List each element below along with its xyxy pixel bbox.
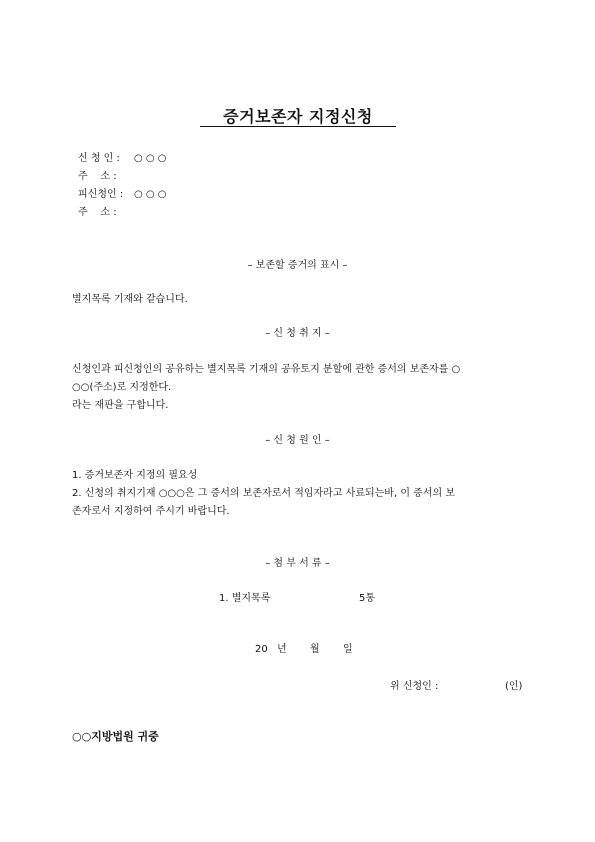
signer-label: 위 신청인 : bbox=[390, 681, 439, 692]
attachment-item-name: 1. 별지목록 bbox=[219, 593, 271, 604]
date-month-unit: 월 bbox=[310, 644, 320, 655]
applicant-label: 신 청 인 : bbox=[78, 153, 120, 164]
applicant-value: ○ ○ ○ bbox=[134, 153, 167, 164]
respondent-row bbox=[78, 185, 167, 199]
reason-heading: – 신 청 원 인 – bbox=[265, 435, 330, 446]
respondent-value: ○ ○ ○ bbox=[134, 189, 167, 200]
reason-item-2-line-2: 존자로서 지정하여 주시기 바랍니다. bbox=[72, 506, 230, 517]
respondent-label: 피신청인 : bbox=[78, 189, 124, 200]
document-title: 증거보존자 지정신청 bbox=[223, 107, 373, 126]
date-line bbox=[255, 640, 353, 655]
applicant-address-row bbox=[78, 167, 134, 181]
reason-item-2-line-1: 2. 신청의 취지기재 ○○○은 그 증서의 보존자로서 적임자라고 사료되는바, 이 증서의 보 bbox=[72, 488, 455, 499]
respondent-address-label: 주 소 : bbox=[78, 207, 117, 218]
applicant-row bbox=[78, 149, 167, 163]
attachments-heading: – 첨 부 서 류 – bbox=[265, 558, 330, 569]
purpose-line-1: 신청인과 피신청인의 공유하는 별지목록 기재의 공유토지 분할에 관한 증서의 보존자를 ○ bbox=[72, 364, 461, 375]
applicant-address-label: 주 소 : bbox=[78, 171, 117, 182]
respondent-address-row bbox=[78, 203, 134, 217]
reason-item-1: 1. 증거보존자 지정의 필요성 bbox=[72, 470, 198, 481]
purpose-line-3: 라는 재판을 구합니다. bbox=[72, 400, 169, 411]
purpose-line-2: ○○(주소)로 지정한다. bbox=[72, 382, 172, 393]
title-underline bbox=[200, 126, 396, 127]
evidence-body: 별지목록 기재와 같습니다. bbox=[72, 294, 188, 305]
date-year-unit: 년 bbox=[277, 644, 287, 655]
date-day-unit: 일 bbox=[343, 644, 353, 655]
court-addressee: ○○지방법원 귀중 bbox=[72, 730, 159, 743]
evidence-heading: – 보존할 증거의 표시 – bbox=[247, 260, 348, 271]
seal-mark: (인) bbox=[505, 681, 523, 692]
purpose-heading: – 신 청 취 지 – bbox=[265, 328, 330, 339]
attachment-item-count: 5통 bbox=[359, 593, 376, 604]
date-year: 20 bbox=[255, 644, 268, 655]
